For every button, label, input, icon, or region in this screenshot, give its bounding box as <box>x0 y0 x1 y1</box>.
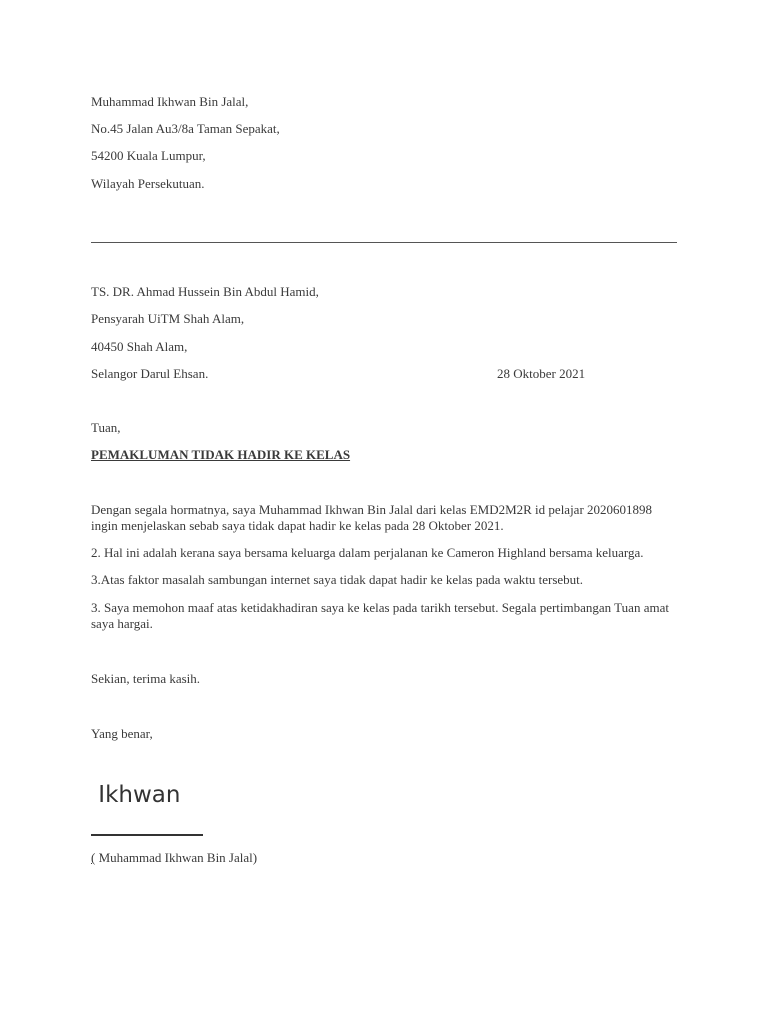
sender-postcode-city: 54200 Kuala Lumpur, <box>91 148 206 163</box>
body-paragraph-3: 3.Atas faktor masalah sambungan internet saya tidak dapat hadir ke kelas pada waktu tersebut. <box>91 572 584 587</box>
salutation: Tuan, <box>91 420 121 435</box>
sender-state: Wilayah Persekutuan. <box>91 176 205 191</box>
sender-name: Muhammad Ikhwan Bin Jalal, <box>91 94 249 109</box>
body-paragraph-4-line-1: 3. Saya memohon maaf atas ketidakhadiran saya ke kelas pada tarikh tersebut. Segala pertimbangan Tuan amat <box>91 600 669 615</box>
printed-name-open-paren: ( <box>91 850 96 865</box>
closing: Sekian, terima kasih. <box>91 671 201 686</box>
letter-date: 28 Oktober 2021 <box>497 366 586 381</box>
body-paragraph-1-line-1: Dengan segala hormatnya, saya Muhammad Ikhwan Bin Jalal dari kelas EMD2M2R id pelajar 2020601898 <box>91 502 653 517</box>
signature-line <box>91 834 203 836</box>
letter-subject: PEMAKLUMAN TIDAK HADIR KE KELAS <box>91 447 351 462</box>
recipient-name: TS. DR. Ahmad Hussein Bin Abdul Hamid, <box>91 284 319 299</box>
recipient-state: Selangor Darul Ehsan. <box>91 366 209 381</box>
body-paragraph-2: 2. Hal ini adalah kerana saya bersama keluarga dalam perjalanan ke Cameron Highland bersama keluarga. <box>91 545 644 560</box>
recipient-postcode-city: 40450 Shah Alam, <box>91 339 188 354</box>
sign-off: Yang benar, <box>91 726 153 741</box>
horizontal-divider <box>91 242 677 243</box>
printed-name <box>91 850 257 866</box>
body-paragraph-4-line-2: saya hargai. <box>91 616 153 631</box>
printed-name-text: Muhammad Ikhwan Bin Jalal) <box>95 850 258 865</box>
signature: Ikhwan <box>91 782 181 808</box>
body-paragraph-1-line-2: ingin menjelaskan sebab saya tidak dapat hadir ke kelas pada 28 Oktober 2021. <box>91 518 504 533</box>
sender-address-line: No.45 Jalan Au3/8a Taman Sepakat, <box>91 121 280 136</box>
recipient-title: Pensyarah UiTM Shah Alam, <box>91 311 245 326</box>
body-paragraph-4 <box>91 600 691 632</box>
body-paragraph-1 <box>91 502 691 534</box>
